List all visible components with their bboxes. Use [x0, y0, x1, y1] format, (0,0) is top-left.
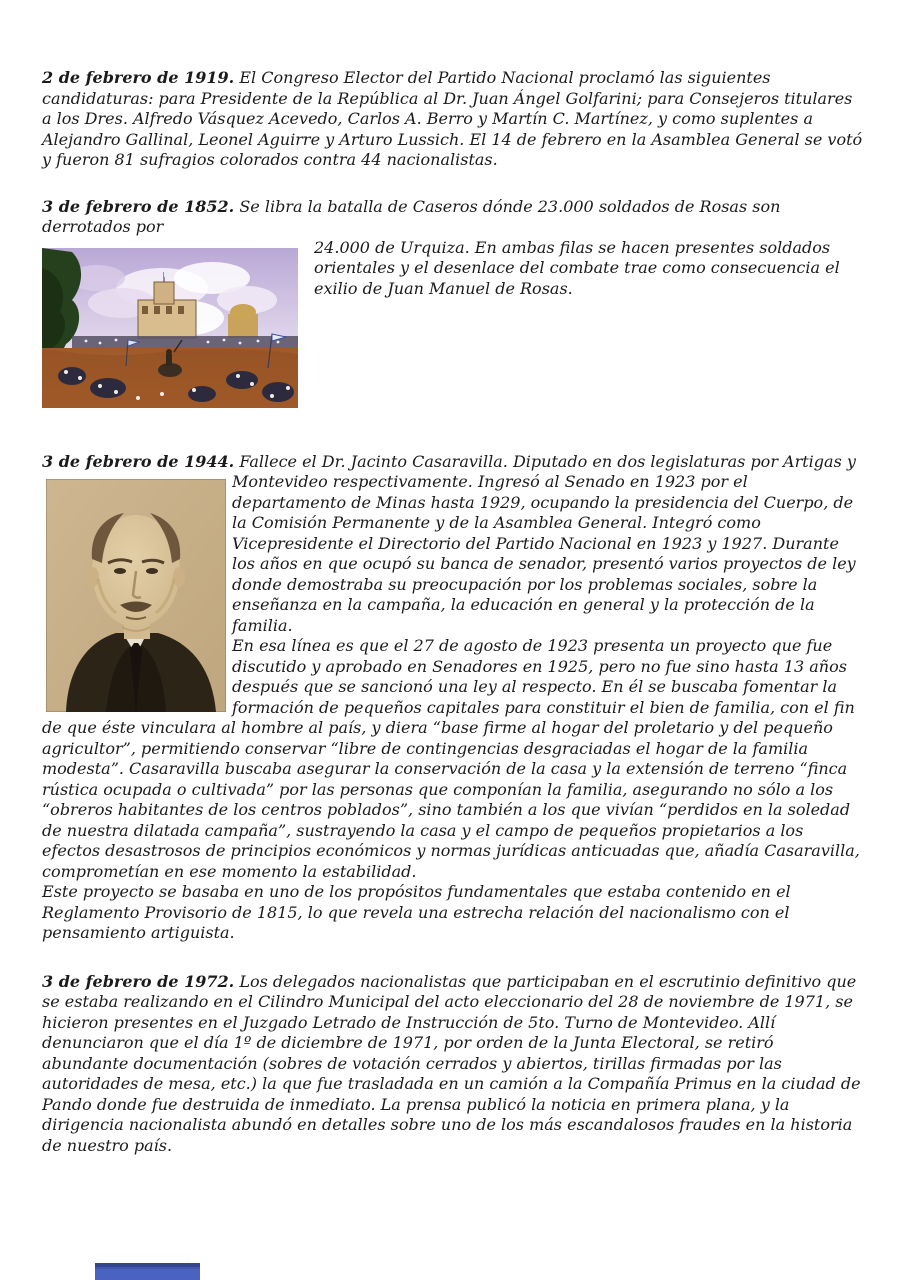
- entry-1919-paragraph: [42, 68, 864, 171]
- entry-1944: [42, 452, 864, 944]
- entry-1944-first-line: [42, 452, 864, 473]
- entry-1944-text-part3: Este proyecto se basaba en uno de los propósitos fundamentales que estaba contenido en el Reglamento Provisorio de 1815, lo que revela una estrecha relación del nacionalismo con el pensamiento artiguista.: [42, 882, 791, 942]
- entry-1852-body: [42, 238, 864, 410]
- entry-1944-text-part1: Montevideo respectivamente. Ingresó al Senado en 1923 por el departamento de Minas hasta 1929, ocupando la presidencia del Cuerpo, de la Comisión Permanente y de la Asamblea General. Integró como Vicepresidente el Directorio del Partido Nacional en 1923 y 1927. Durante los años en que ocupó su banca de senador, presentó varios proyectos de ley donde demostraba su preocupación por los problemas sociales, sobre la enseñanza en la campaña, la educación en general y la protección de la familia.: [232, 472, 856, 635]
- entry-1972: [42, 972, 864, 1157]
- entry-1972-paragraph: [42, 972, 864, 1157]
- entry-1972-date-label: 3 de febrero de 1972.: [42, 971, 235, 991]
- entry-1852: [42, 197, 864, 410]
- entry-1944-body: [42, 472, 864, 944]
- entry-1919-date-label: 2 de febrero de 1919.: [42, 68, 235, 87]
- entry-1944-text-part2: En esa línea es que el 27 de agosto de 1923 presenta un proyecto que fue discutido y aprobado en Senadores en 1925, pero no fue sino hasta 13 años después que se sancionó una ley al respecto. En él se buscaba fomentar la formación de pequeños capitales para constituir el bien de familia, con el fin de que éste vinculara al hombre al país, y diera “base firme al hogar del proletario y del pequeño agricultor”, permitiendo conservar “libre de contingencias desgraciadas el hogar de la familia modesta”. Casaravilla buscaba asegurar la conservación de la casa y la extensión de terreno “finca rústica ocupada o cultivada” por las personas que componían la familia, asegurando no sólo a los “obreros habitantes de los centros poblados”, sino también a los que vivían “perdidos en la soledad de nuestra dilatada campaña”, sustrayendo la casa y el campo de pequeños propietarios a los efectos desastrosos de principios económicos y normas jurídicas anticuadas que, añadía Casaravilla, comprometían en ese momento la estabilidad.: [42, 636, 860, 881]
- casaravilla-portrait-image: [46, 479, 226, 712]
- entry-1852-date-label: 3 de febrero de 1852.: [42, 196, 235, 216]
- entry-1944-text-line1: Fallece el Dr. Jacinto Casaravilla. Diputado en dos legislaturas por Artigas y: [239, 451, 856, 471]
- page-bottom-image-fragment: [95, 1263, 200, 1280]
- entry-1919: [42, 68, 864, 171]
- entry-1852-first-line: [42, 197, 864, 238]
- caseros-battle-image: [42, 248, 298, 408]
- entry-1919-text: El Congreso Elector del Partido Nacional proclamó las siguientes candidaturas: para Presidente de la República al Dr. Juan Ángel Golfarini; para Consejeros titulares a los Dres. Alfredo Vásquez Acevedo, Carlos A. Berro y Martín C. Martínez, y como suplentes a Alejandro Gallinal, Leonel Aguirre y Arturo Lussich. El 14 de febrero en la Asamblea General se votó y fueron 81 sufragios colorados contra 44 nacionalistas.: [42, 68, 863, 169]
- entry-1852-text-line1: Se libra la batalla de Caseros dónde 23.000 soldados de Rosas son derrotados por: [42, 196, 781, 236]
- entry-1944-date-label: 3 de febrero de 1944.: [42, 451, 235, 471]
- entry-1852-text-rest: 24.000 de Urquiza. En ambas filas se hacen presentes soldados orientales y el desenlace del combate trae como consecuencia el exilio de Juan Manuel de Rosas.: [314, 237, 840, 298]
- entry-1972-text: Los delegados nacionalistas que participaban en el escrutinio definitivo que se estaba realizando en el Cilindro Municipal del acto eleccionario del 28 de noviembre de 1971, se hicieron presentes en el Juzgado Letrado de Instrucción de 5to. Turno de Montevideo. Allí denunciaron que el día 1º de diciembre de 1971, por orden de la Junta Electoral, se retiró abundante documentación (sobres de votación cerrados y abiertos, tirillas firmadas por las autoridades de mesa, etc.) la que fue trasladada en un camión a la Compañía Primus en la ciudad de Pando donde fue destruida de inmediato. La prensa publicó la noticia en primera plana, y la dirigencia nacionalista abundó en detalles sobre uno de los más escandalosos fraudes en la historia de nuestro país.: [42, 971, 861, 1155]
